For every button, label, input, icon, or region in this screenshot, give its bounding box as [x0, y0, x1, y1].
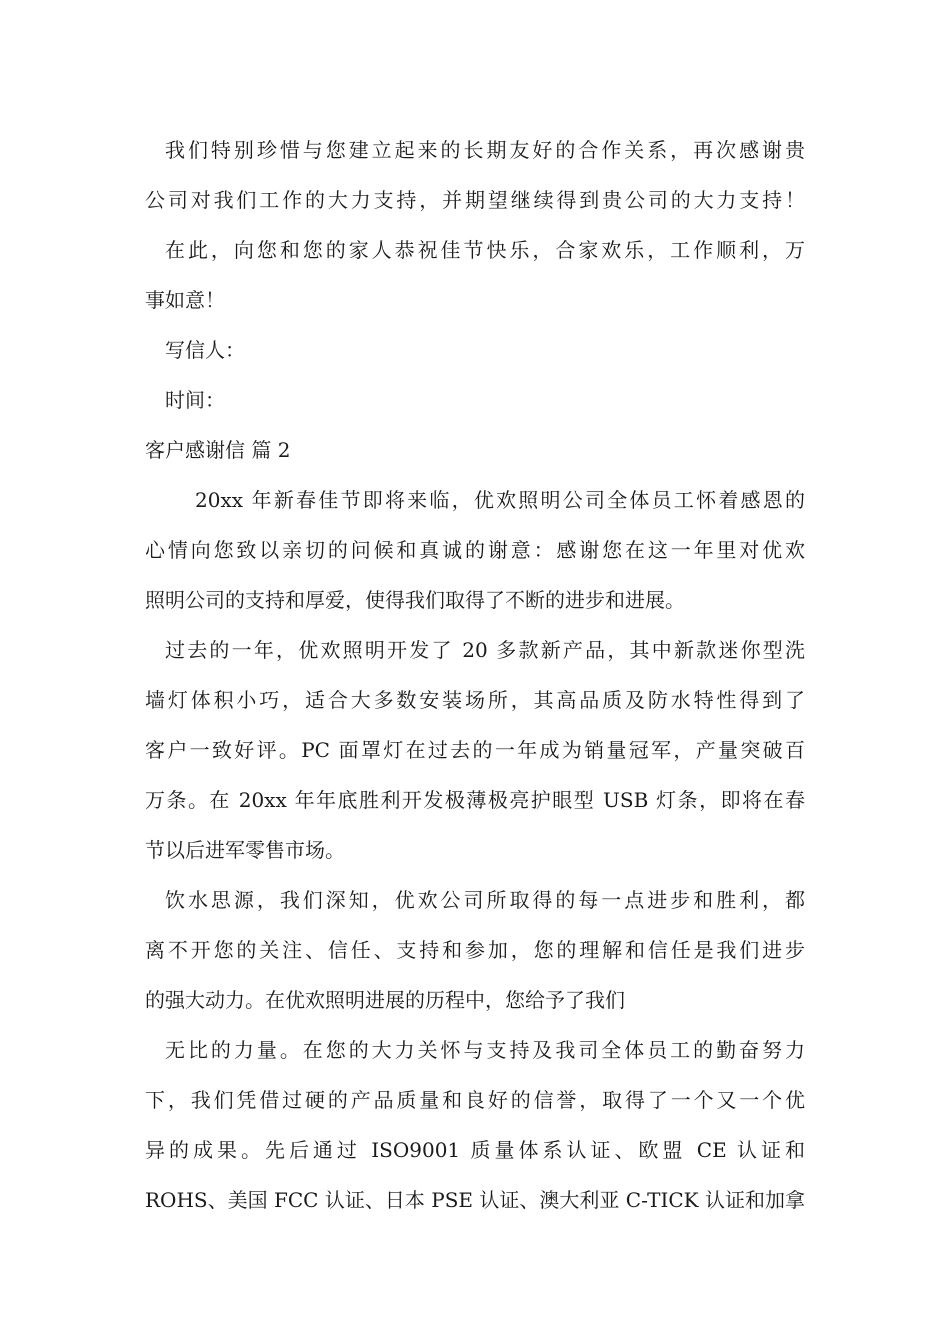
text-line: 的强大动力。在优欢照明进展的历程中，您给予了我们	[145, 988, 625, 1012]
text-line: 异的成果。先后通过 ISO9001 质量体系认证、欧盟 CE 认证和	[145, 1138, 805, 1162]
text-line: 在此，向您和您的家人恭祝佳节快乐，合家欢乐，工作顺利，万	[165, 238, 805, 262]
text-line: 节以后进军零售市场。	[145, 838, 345, 862]
text-line: 墙灯体积小巧，适合大多数安装场所，其高品质及防水特性得到了	[145, 688, 805, 712]
text-line: 下，我们凭借过硬的产品质量和良好的信誉，取得了一个又一个优	[145, 1088, 805, 1112]
text-line: ROHS、美国 FCC 认证、日本 PSE 认证、澳大利亚 C-TICK 认证和加拿	[145, 1188, 805, 1212]
text-line: 饮水思源，我们深知，优欢公司所取得的每一点进步和胜利，都	[165, 888, 805, 912]
text-line: 20xx 年新春佳节即将来临，优欢照明公司全体员工怀着感恩的	[195, 488, 805, 512]
text-line: 公司对我们工作的大力支持，并期望继续得到贵公司的大力支持！	[145, 188, 805, 212]
section-heading: 客户感谢信 篇 2	[145, 438, 291, 462]
text-line: 过去的一年，优欢照明开发了 20 多款新产品，其中新款迷你型洗	[165, 638, 805, 662]
signature-label: 写信人：	[165, 338, 245, 362]
text-line: 万条。在 20xx 年年底胜利开发极薄极亮护眼型 USB 灯条，即将在春	[145, 788, 805, 812]
text-line: 我们特别珍惜与您建立起来的长期友好的合作关系，再次感谢贵	[165, 138, 805, 162]
text-line: 离不开您的关注、信任、支持和参加，您的理解和信任是我们进步	[145, 938, 805, 962]
text-line: 无比的力量。在您的大力关怀与支持及我司全体员工的勤奋努力	[165, 1038, 805, 1062]
text-line: 心情向您致以亲切的问候和真诚的谢意：感谢您在这一年里对优欢	[145, 538, 805, 562]
text-line: 事如意！	[145, 288, 225, 312]
text-line: 照明公司的支持和厚爱，使得我们取得了不断的进步和进展。	[145, 588, 685, 612]
date-label: 时间：	[165, 388, 225, 412]
text-line: 客户一致好评。PC 面罩灯在过去的一年成为销量冠军，产量突破百	[145, 738, 805, 762]
